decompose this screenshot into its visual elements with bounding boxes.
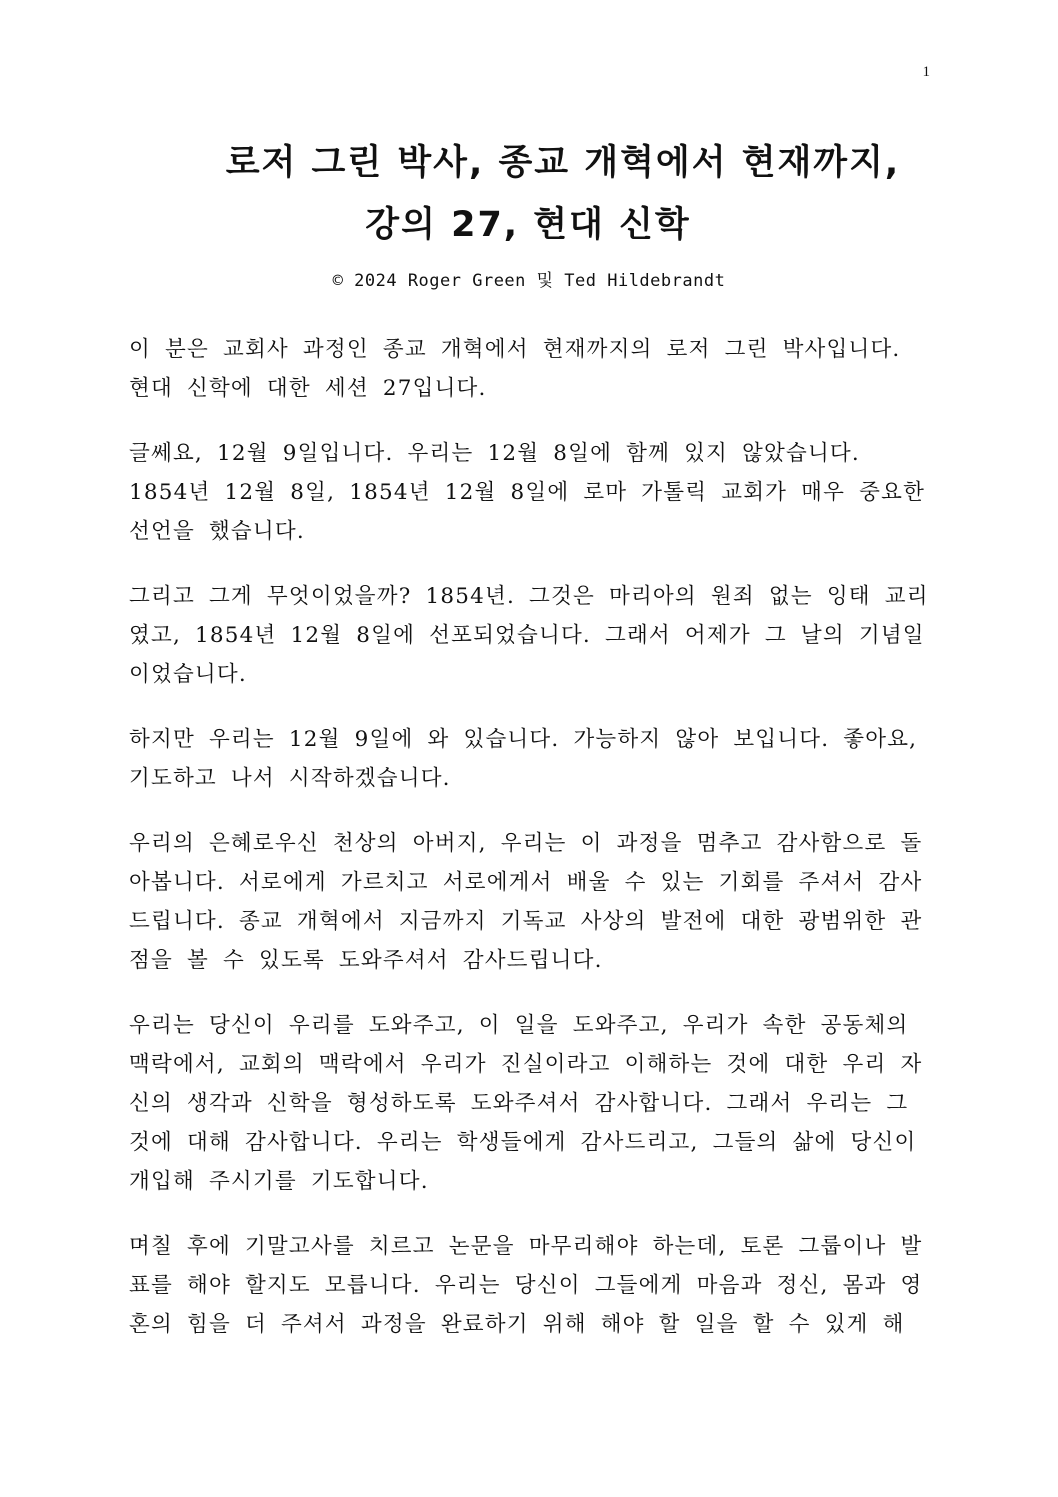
paragraph: 이 분은 교회사 과정인 종교 개혁에서 현재까지의 로저 그린 박사입니다. 현대 신학에 대한 세션 27입니다. <box>129 337 901 401</box>
page-number: 1 <box>922 64 930 80</box>
title-line-2: 강의 27, 현대 신학 <box>365 205 691 245</box>
document-title <box>128 132 928 256</box>
paragraph: 우리는 당신이 우리를 도와주고, 이 일을 도와주고, 우리가 속한 공동체의 맥락에서, 교회의 맥락에서 우리가 진실이라고 이해하는 것에 대한 우리 자신의 생각과 신학을 형성하도록 도와주셔서 감사합니다. 그래서 우리는 그것에 대해 감사합니다. 우리는 학생들에게 감사드리고, 그들의 삶에 당신이 개입해 주시기를 기도합니다. <box>129 1013 923 1194</box>
document-body <box>129 330 929 1370</box>
paragraph: 그리고 그게 무엇이었을까? 1854년. 그것은 마리아의 원죄 없는 잉태 교리였고, 1854년 12월 8일에 선포되었습니다. 그래서 어제가 그 날의 기념일이었습니다. <box>129 584 929 687</box>
paragraph: 며칠 후에 기말고사를 치르고 논문을 마무리해야 하는데, 토론 그룹이나 발표를 해야 할지도 모릅니다. 우리는 당신이 그들에게 마음과 정신, 몸과 영혼의 힘을 더 주셔서 과정을 완료하기 위해 해야 할 일을 할 수 있게 해 <box>129 1234 923 1337</box>
paragraph: 우리의 은혜로우신 천상의 아버지, 우리는 이 과정을 멈추고 감사함으로 돌아봅니다. 서로에게 가르치고 서로에게서 배울 수 있는 기회를 주셔서 감사드립니다. 종교 개혁에서 지금까지 기독교 사상의 발전에 대한 광범위한 관점을 볼 수 있도록 도와주셔서 감사드립니다. <box>129 831 923 973</box>
copyright-notice: © 2024 Roger Green 및 Ted Hildebrandt <box>332 271 726 291</box>
paragraph: 글쎄요, 12월 9일입니다. 우리는 12월 8일에 함께 있지 않았습니다. 1854년 12월 8일, 1854년 12월 8일에 로마 가톨릭 교회가 매우 중요한 선언을 했습니다. <box>129 441 926 544</box>
title-line-1: 로저 그린 박사, 종교 개혁에서 현재까지, <box>225 143 901 183</box>
paragraph: 하지만 우리는 12월 9일에 와 있습니다. 가능하지 않아 보입니다. 좋아요, 기도하고 나서 시작하겠습니다. <box>129 727 918 791</box>
